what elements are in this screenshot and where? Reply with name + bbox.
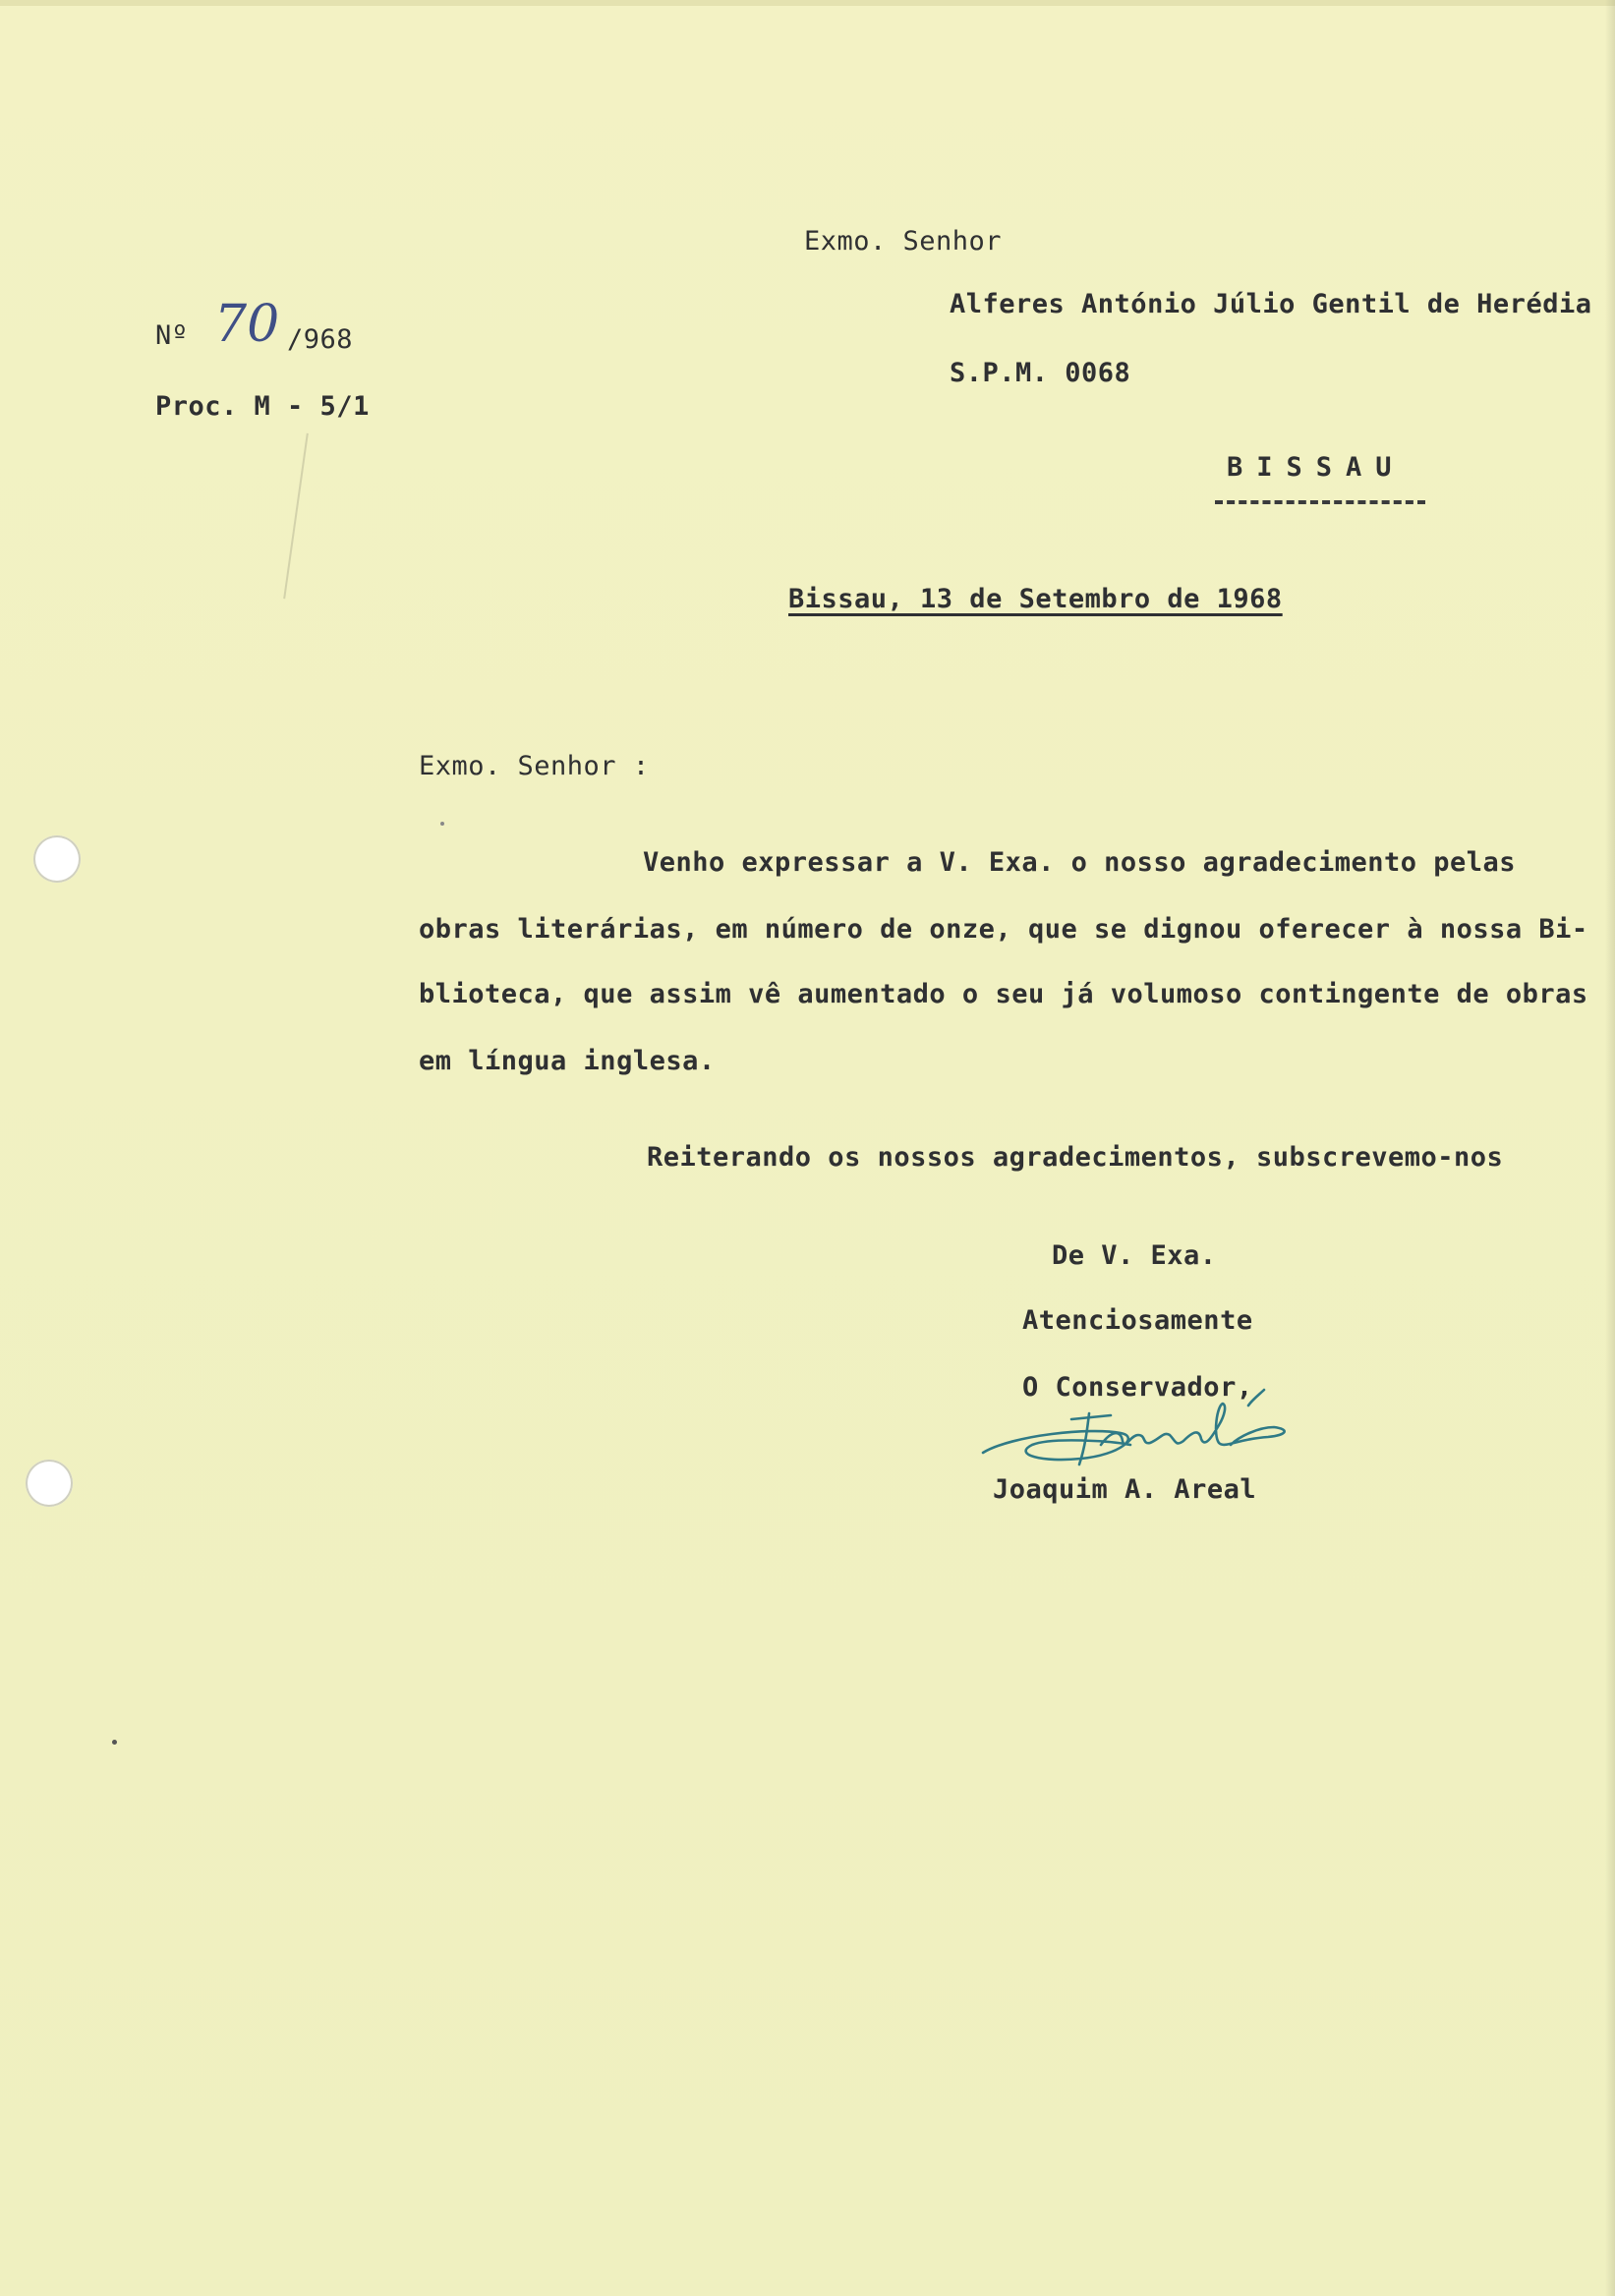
- closing-regards: Atenciosamente: [1022, 1305, 1253, 1336]
- reference-prefix: Nº: [155, 320, 189, 351]
- pencil-mark: [283, 433, 309, 600]
- reference-number-handwritten: 70: [214, 295, 280, 354]
- recipient-address: S.P.M. 0068: [950, 358, 1131, 388]
- closing-formula: De V. Exa.: [1052, 1240, 1217, 1271]
- signer-title: O Conservador,: [1022, 1372, 1253, 1403]
- paragraph-line: blioteca, que assim vê aumentado o seu já volumoso contingente de obras: [419, 979, 1588, 1009]
- letter-greeting: Exmo. Senhor :: [419, 751, 650, 781]
- signer-name: Joaquim A. Areal: [993, 1474, 1257, 1505]
- city-underline: [1215, 500, 1425, 504]
- closing-sentence: Reiterando os nossos agradecimentos, subscrevemo-nos: [647, 1142, 1504, 1173]
- handwritten-signature: [973, 1372, 1307, 1484]
- paragraph-line: Venho expressar a V. Exa. o nosso agradecimento pelas: [643, 847, 1517, 878]
- punch-hole-top: [33, 835, 81, 883]
- paragraph-line: obras literárias, em número de onze, que se dignou oferecer à nossa Bi-: [419, 914, 1588, 945]
- paper-speck: [440, 822, 444, 826]
- paragraph-line: em língua inglesa.: [419, 1046, 716, 1076]
- paper-speck: [112, 1740, 117, 1745]
- date-line: Bissau, 13 de Setembro de 1968: [788, 584, 1283, 614]
- process-reference: Proc. M - 5/1: [155, 391, 370, 422]
- punch-hole-bottom: [26, 1460, 73, 1507]
- recipient-salutation: Exmo. Senhor: [804, 226, 1003, 257]
- recipient-name: Alferes António Júlio Gentil de Herédia: [950, 289, 1592, 319]
- recipient-city: BISSAU: [1227, 452, 1406, 483]
- reference-year: /968: [287, 324, 354, 355]
